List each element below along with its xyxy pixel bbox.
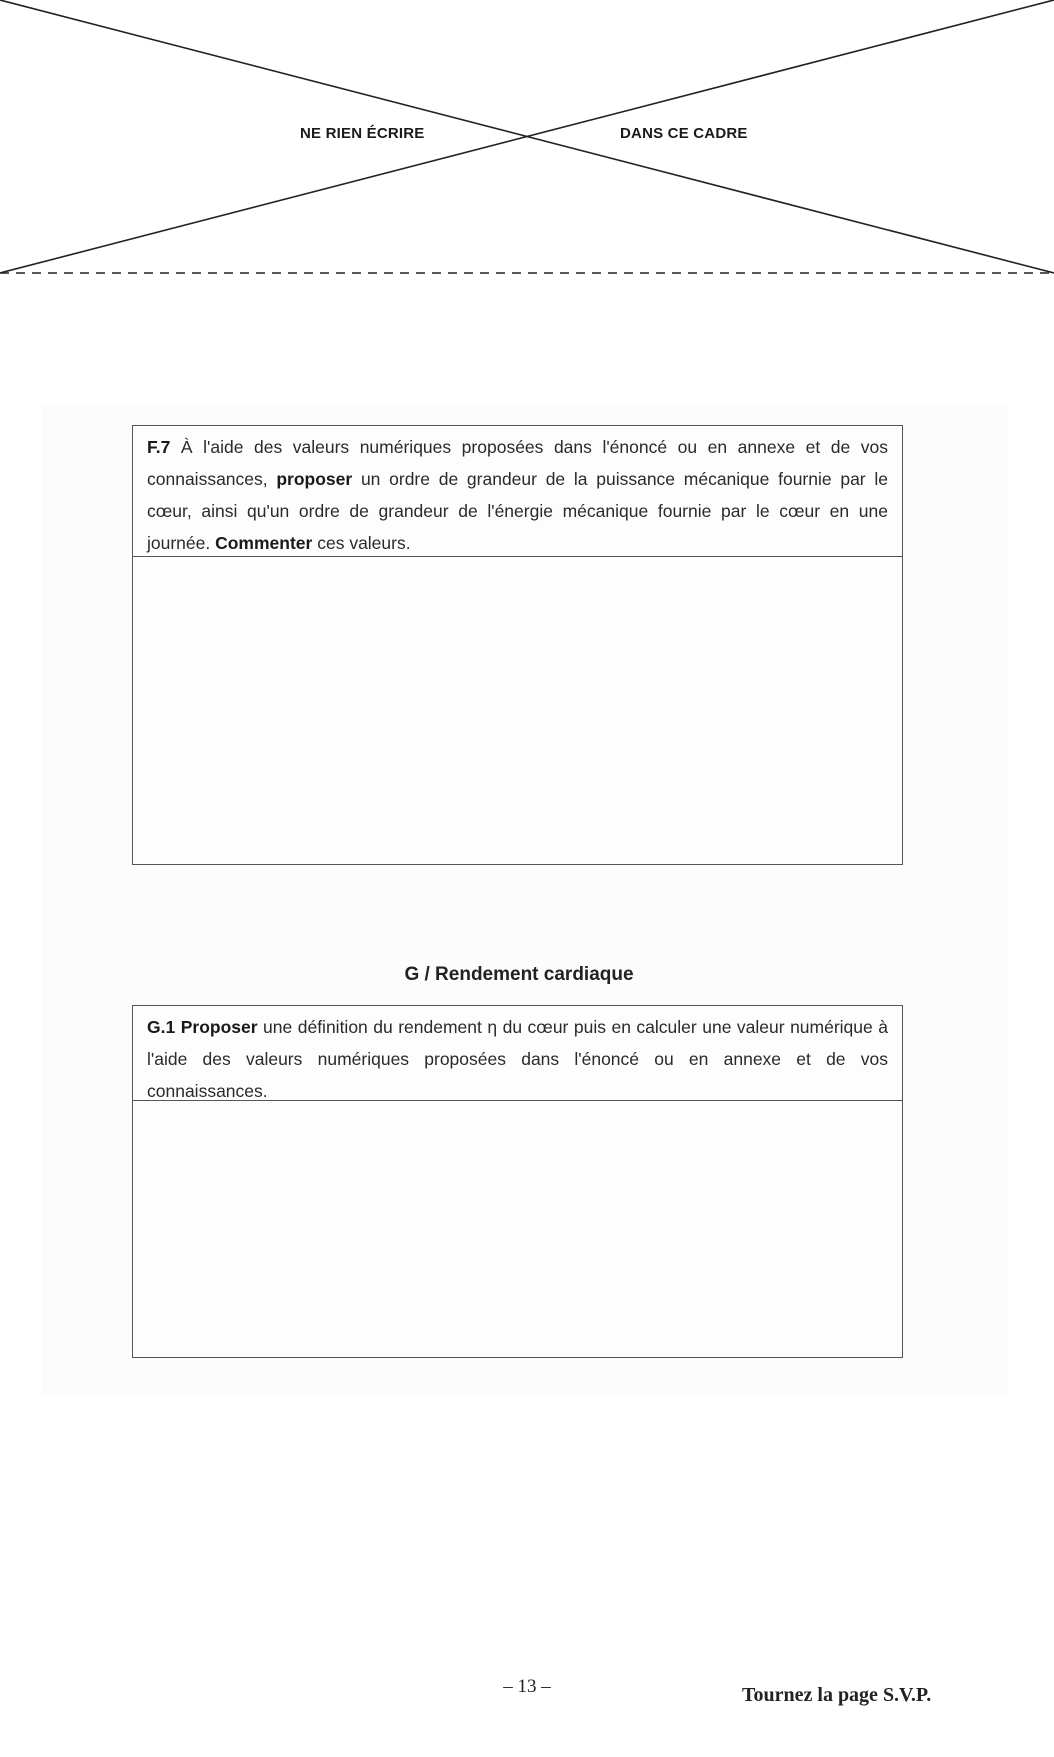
answer-area-f7[interactable] xyxy=(133,557,902,864)
question-g1-text xyxy=(133,1006,902,1101)
question-f7-verb2: Commenter xyxy=(215,533,313,553)
question-f7-part1: À l'aide des valeurs numériques proposées dans l'énoncé ou en annexe et de vos connaissances, xyxy=(147,437,888,489)
question-f7-box xyxy=(132,425,903,865)
question-f7-number: F.7 xyxy=(147,437,171,457)
answer-area-g1[interactable] xyxy=(133,1101,902,1357)
turn-page-note: Tournez la page S.V.P. xyxy=(742,1684,932,1706)
question-f7-verb1: proposer xyxy=(276,469,353,489)
question-g1-body: une définition du rendement η du cœur puis en calculer une valeur numérique à l'aide des valeurs numériques proposées dans l'énoncé ou en annexe et de vos connaissances. xyxy=(147,1017,888,1101)
do-not-write-label-left: NE RIEN ÉCRIRE xyxy=(300,125,425,142)
page-number: – 13 – xyxy=(503,1676,551,1697)
question-g1-number: G.1 xyxy=(147,1017,176,1037)
section-title: G / Rendement cardiaque xyxy=(404,964,634,985)
question-f7-text xyxy=(133,426,902,557)
question-g1-verb: Proposer xyxy=(180,1017,258,1037)
question-f7-part3: ces valeurs. xyxy=(312,533,411,553)
question-g1-box xyxy=(132,1005,903,1358)
question-f7-part2: un ordre de grandeur de la puissance mécanique fournie par le cœur, ainsi qu'un ordre de grandeur de l'énergie mécanique fournie par le cœur en une journée. xyxy=(147,469,888,553)
do-not-write-frame xyxy=(0,0,1054,280)
do-not-write-label-right: DANS CE CADRE xyxy=(620,125,748,142)
